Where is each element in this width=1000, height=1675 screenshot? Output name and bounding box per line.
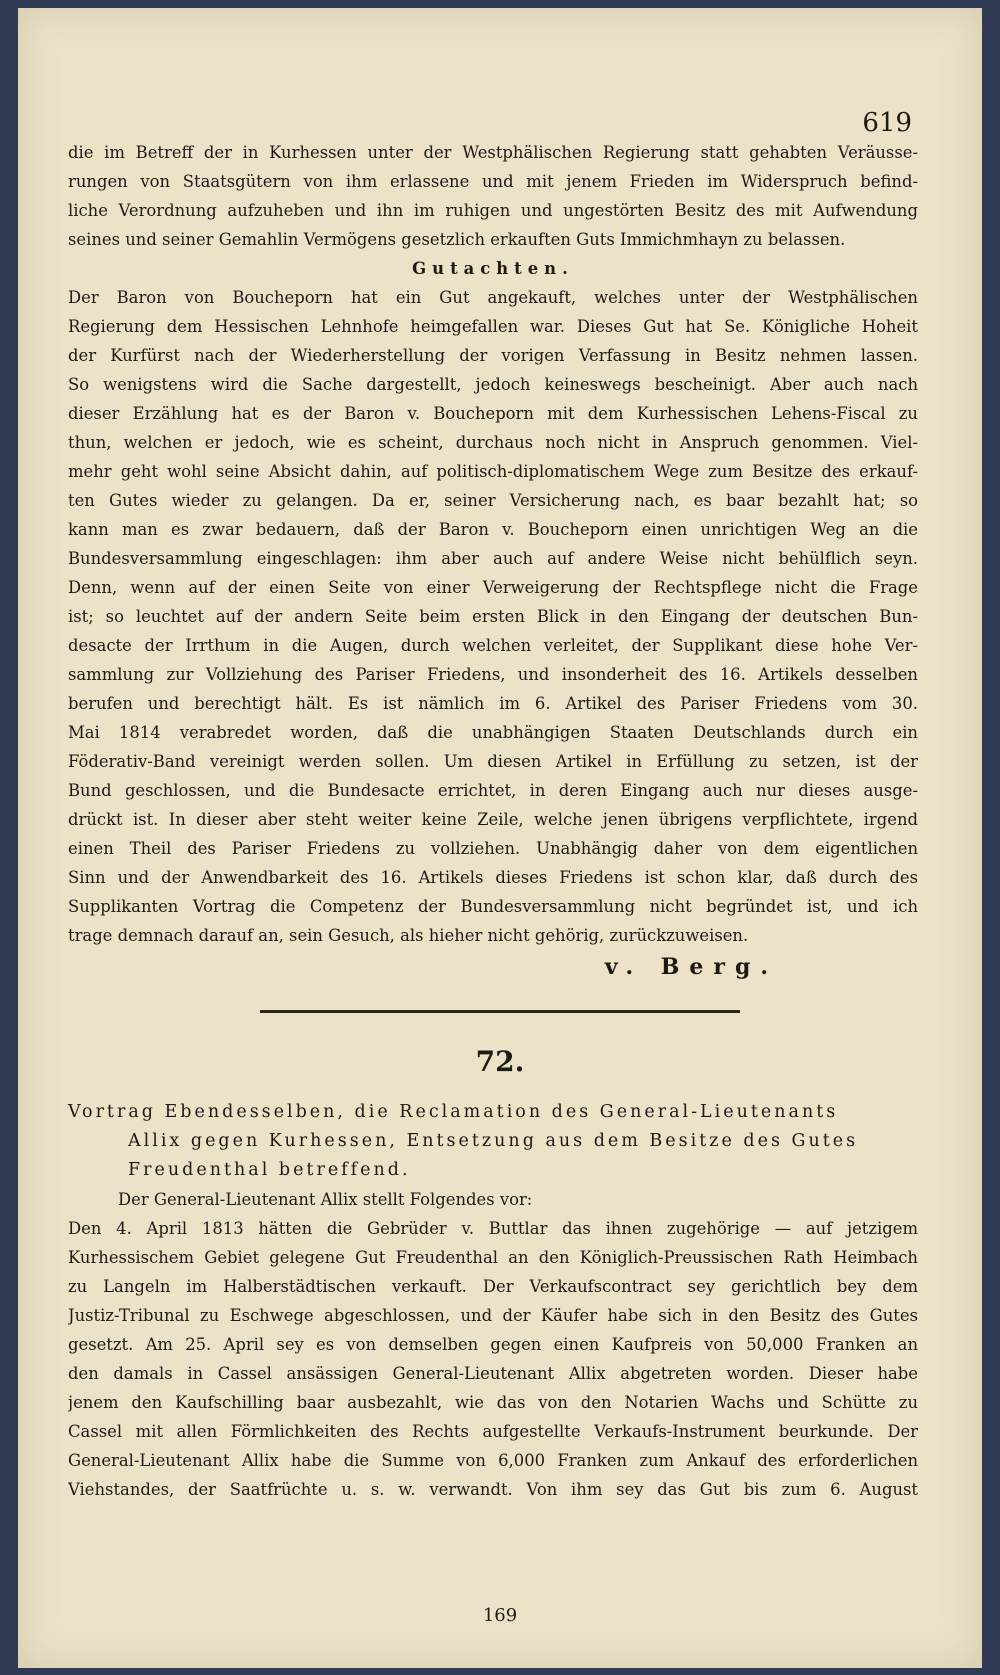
section-divider — [260, 1010, 740, 1013]
text-line: Viehstandes, der Saatfrüchte u. s. w. verwandt. Von ihm sey das Gut bis zum 6. August — [68, 1480, 918, 1499]
section-heading-line: Allix gegen Kurhessen, Entsetzung aus dem Besitze des Gutes — [128, 1131, 859, 1151]
text-line: Justiz-Tribunal zu Eschwege abgeschlossen, und der Käufer habe sich in den Besitz des Gutes — [68, 1306, 918, 1325]
text-line: einen Theil des Pariser Friedens zu vollziehen. Unabhängig daher von dem eigentlichen — [68, 839, 918, 858]
text-line: dieser Erzählung hat es der Baron v. Boucheporn mit dem Kurhessischen Lehens-Fiscal zu — [68, 404, 918, 423]
text-line: kann man es zwar bedauern, daß der Baron v. Boucheporn einen unrichtigen Weg an die — [68, 520, 918, 539]
signature-mark: 169 — [482, 1605, 518, 1626]
text-line: ist; so leuchtet auf der andern Seite beim ersten Blick in den Eingang der deutschen Bun- — [68, 607, 918, 626]
text-line: Den 4. April 1813 hätten die Gebrüder v. Buttlar das ihnen zugehörige — auf jetzigem — [68, 1219, 918, 1238]
text-line: mehr geht wohl seine Absicht dahin, auf politisch-diplomatischem Wege zum Besitze des erkauf- — [68, 462, 918, 481]
text-line: zu Langeln im Halberstädtischen verkauft. Der Verkaufscontract sey gerichtlich bey dem — [68, 1277, 918, 1296]
signature: v. Berg. — [604, 954, 778, 980]
text-line: Regierung dem Hessischen Lehnhofe heimgefallen war. Dieses Gut hat Se. Königliche Hoheit — [68, 317, 918, 336]
text-line: jenem den Kaufschilling baar ausbezahlt, wie das von den Notarien Wachs und Schütte zu — [68, 1393, 918, 1412]
text-line: die im Betreff der in Kurhessen unter der Westphälischen Regierung statt gehabten Veräusse- — [68, 143, 918, 162]
text-line: Supplikanten Vortrag die Competenz der Bundesversammlung nicht begründet ist, und ich — [68, 897, 918, 916]
text-line: der Kurfürst nach der Wiederherstellung der vorigen Verfassung in Besitz nehmen lassen. — [68, 346, 918, 365]
text-line: drückt ist. In dieser aber steht weiter keine Zeile, welche jenen übrigens verpflichtete, irgend — [68, 810, 918, 829]
text-line: General-Lieutenant Allix habe die Summe von 6,000 Franken zum Ankauf des erforderlichen — [68, 1451, 918, 1470]
text-line: sammlung zur Vollziehung des Pariser Friedens, und insonderheit des 16. Artikels desselben — [68, 665, 918, 684]
text-line: Kurhessischem Gebiet gelegene Gut Freudenthal an den Königlich-Preussischen Rath Heimbach — [68, 1248, 918, 1267]
section-number: 72. — [475, 1045, 525, 1078]
text-block-upper — [68, 138, 918, 984]
text-line: Sinn und der Anwendbarkeit des 16. Artikels dieses Friedens ist schon klar, daß durch des — [68, 868, 918, 887]
text-line: Der General-Lieutenant Allix stellt Folgendes vor: — [118, 1190, 533, 1209]
text-line: ten Gutes wieder zu gelangen. Da er, seiner Versicherung nach, es baar bezahlt hat; so — [68, 491, 918, 510]
page-number: 619 — [862, 108, 912, 138]
text-line: desacte der Irrthum in die Augen, durch welchen verleitet, der Supplikant diese hohe Ver- — [68, 636, 918, 655]
text-line: berufen und berechtigt hält. Es ist nämlich im 6. Artikel des Pariser Friedens vom 30. — [68, 694, 918, 713]
text-line: gesetzt. Am 25. April sey es von demselben gegen einen Kaufpreis von 50,000 Franken an — [68, 1335, 918, 1354]
text-line: Mai 1814 verabredet worden, daß die unabhängigen Staaten Deutschlands durch ein — [68, 723, 918, 742]
text-line: Cassel mit allen Förmlichkeiten des Rechts aufgestellte Verkaufs-Instrument beurkunde. Der — [68, 1422, 918, 1441]
text-line: den damals in Cassel ansässigen General-Lieutenant Allix abgetreten worden. Dieser habe — [68, 1364, 918, 1383]
text-line: So wenigstens wird die Sache dargestellt, jedoch keineswegs bescheinigt. Aber auch nach — [68, 375, 918, 394]
text-line: Bundesversammlung eingeschlagen: ihm aber auch auf andere Weise nicht behülflich seyn. — [68, 549, 918, 568]
text-line: Der Baron von Boucheporn hat ein Gut angekauft, welches unter der Westphälischen — [68, 288, 918, 307]
text-line: Bund geschlossen, und die Bundesacte errichtet, in deren Eingang auch nur dieses ausge- — [68, 781, 918, 800]
text-line: thun, welchen er jedoch, wie es scheint, durchaus noch nicht in Anspruch genommen. Viel- — [68, 433, 918, 452]
section-heading-line: Freudenthal betreffend. — [128, 1160, 411, 1180]
text-block-lower — [68, 1098, 918, 1504]
text-line: Föderativ-Band vereinigt werden sollen. Um diesen Artikel in Erfüllung zu setzen, ist der — [68, 752, 918, 771]
text-line: liche Verordnung aufzuheben und ihn im ruhigen und ungestörten Besitz des mit Aufwendung — [68, 201, 918, 220]
text-line: rungen von Staatsgütern von ihm erlassene und mit jenem Frieden im Widerspruch befind- — [68, 172, 918, 191]
gutachten-heading: Gutachten. — [412, 259, 574, 278]
text-line: Denn, wenn auf der einen Seite von einer Verweigerung der Rechtspflege nicht die Frage — [68, 578, 918, 597]
section-heading-line: Vortrag Ebendesselben, die Reclamation des General-Lieutenants — [68, 1102, 839, 1122]
text-line: trage demnach darauf an, sein Gesuch, als hieher nicht gehörig, zurückzuweisen. — [68, 926, 749, 945]
text-line: seines und seiner Gemahlin Vermögens gesetzlich erkauften Guts Immichmhayn zu belassen. — [68, 230, 846, 249]
